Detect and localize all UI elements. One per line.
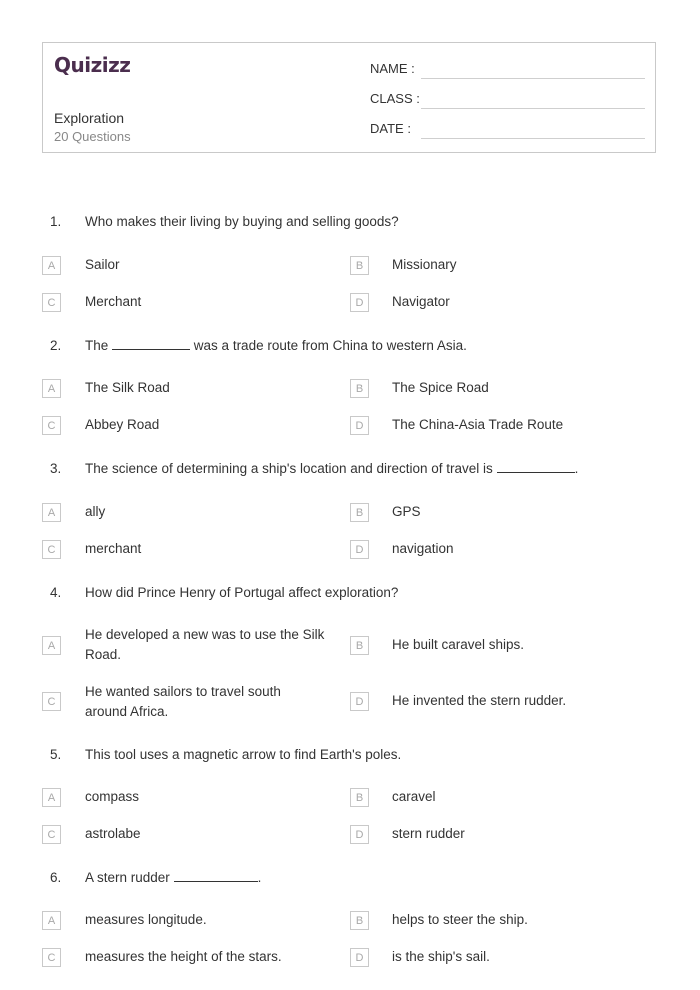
question-number: 4. <box>50 585 62 600</box>
answer-blank <box>112 348 190 350</box>
option-letter-d: D <box>350 540 369 559</box>
option-letter-b: B <box>350 503 369 522</box>
option-letter-c: C <box>42 692 61 711</box>
option-a: ally <box>85 504 106 519</box>
question-text: This tool uses a magnetic arrow to find Earth's poles. <box>85 747 402 762</box>
question-text-after: . <box>257 870 262 885</box>
option-letter-a: A <box>42 503 61 522</box>
date-label: DATE : <box>370 121 411 136</box>
question-number: 3. <box>50 461 62 476</box>
question-text-before: The <box>85 338 109 353</box>
question-number: 5. <box>50 747 62 762</box>
option-letter-a: A <box>42 911 61 930</box>
option-letter-a: A <box>42 256 61 275</box>
option-letter-c: C <box>42 825 61 844</box>
question-text-before: A stern rudder <box>85 870 170 885</box>
option-a: compass <box>85 789 140 804</box>
option-letter-d: D <box>350 948 369 967</box>
question-text-after: was a trade route from China to western Asia. <box>193 338 467 353</box>
question-text <box>85 461 578 476</box>
option-letter-d: D <box>350 825 369 844</box>
option-letter-c: C <box>42 293 61 312</box>
question-count: 20 Questions <box>54 129 131 144</box>
option-c: He wanted sailors to travel south around Africa. <box>85 684 281 719</box>
option-letter-d: D <box>350 416 369 435</box>
option-c: Abbey Road <box>85 417 160 432</box>
option-letter-a: A <box>42 636 61 655</box>
option-d: The China-Asia Trade Route <box>392 417 564 432</box>
option-letter-a: A <box>42 788 61 807</box>
question-text: How did Prince Henry of Portugal affect exploration? <box>85 585 399 600</box>
option-d: stern rudder <box>392 826 465 841</box>
option-letter-c: C <box>42 416 61 435</box>
option-b: helps to steer the ship. <box>392 912 528 927</box>
option-letter-b: B <box>350 636 369 655</box>
question-number: 6. <box>50 870 62 885</box>
option-b: He built caravel ships. <box>392 637 525 652</box>
option-a: measures longitude. <box>85 912 207 927</box>
answer-blank <box>174 880 258 882</box>
option-a: He developed a new was to use the Silk Road. <box>85 627 325 662</box>
option-letter-b: B <box>350 911 369 930</box>
option-d: is the ship's sail. <box>392 949 490 964</box>
option-letter-c: C <box>42 948 61 967</box>
option-c: astrolabe <box>85 826 141 841</box>
option-a: Sailor <box>85 257 120 272</box>
option-d: He invented the stern rudder. <box>392 693 567 708</box>
option-letter-d: D <box>350 293 369 312</box>
class-label: CLASS : <box>370 91 420 106</box>
option-d: Navigator <box>392 294 450 309</box>
option-c: Merchant <box>85 294 142 309</box>
worksheet-header <box>42 42 656 153</box>
question-text-before: The science of determining a ship's location and direction of travel is <box>85 461 493 476</box>
option-letter-a: A <box>42 379 61 398</box>
name-field[interactable] <box>421 78 645 79</box>
date-field[interactable] <box>421 138 645 139</box>
option-b: Missionary <box>392 257 457 272</box>
option-b: caravel <box>392 789 436 804</box>
question-text <box>85 870 261 885</box>
option-b: GPS <box>392 504 421 519</box>
option-c: merchant <box>85 541 142 556</box>
option-b: The Spice Road <box>392 380 489 395</box>
option-letter-b: B <box>350 788 369 807</box>
option-letter-b: B <box>350 256 369 275</box>
option-letter-d: D <box>350 692 369 711</box>
question-number: 2. <box>50 338 62 353</box>
question-text-after: . <box>574 461 579 476</box>
class-field[interactable] <box>421 108 645 109</box>
name-label: NAME : <box>370 61 415 76</box>
option-a: The Silk Road <box>85 380 170 395</box>
worksheet-title: Exploration <box>54 110 125 126</box>
option-letter-c: C <box>42 540 61 559</box>
option-letter-b: B <box>350 379 369 398</box>
option-c: measures the height of the stars. <box>85 949 282 964</box>
question-text: Who makes their living by buying and selling goods? <box>85 214 399 229</box>
question-text <box>85 338 467 353</box>
option-d: navigation <box>392 541 454 556</box>
answer-blank <box>497 471 575 473</box>
question-number: 1. <box>50 214 62 229</box>
quizizz-logo: Quizizz <box>54 53 131 77</box>
